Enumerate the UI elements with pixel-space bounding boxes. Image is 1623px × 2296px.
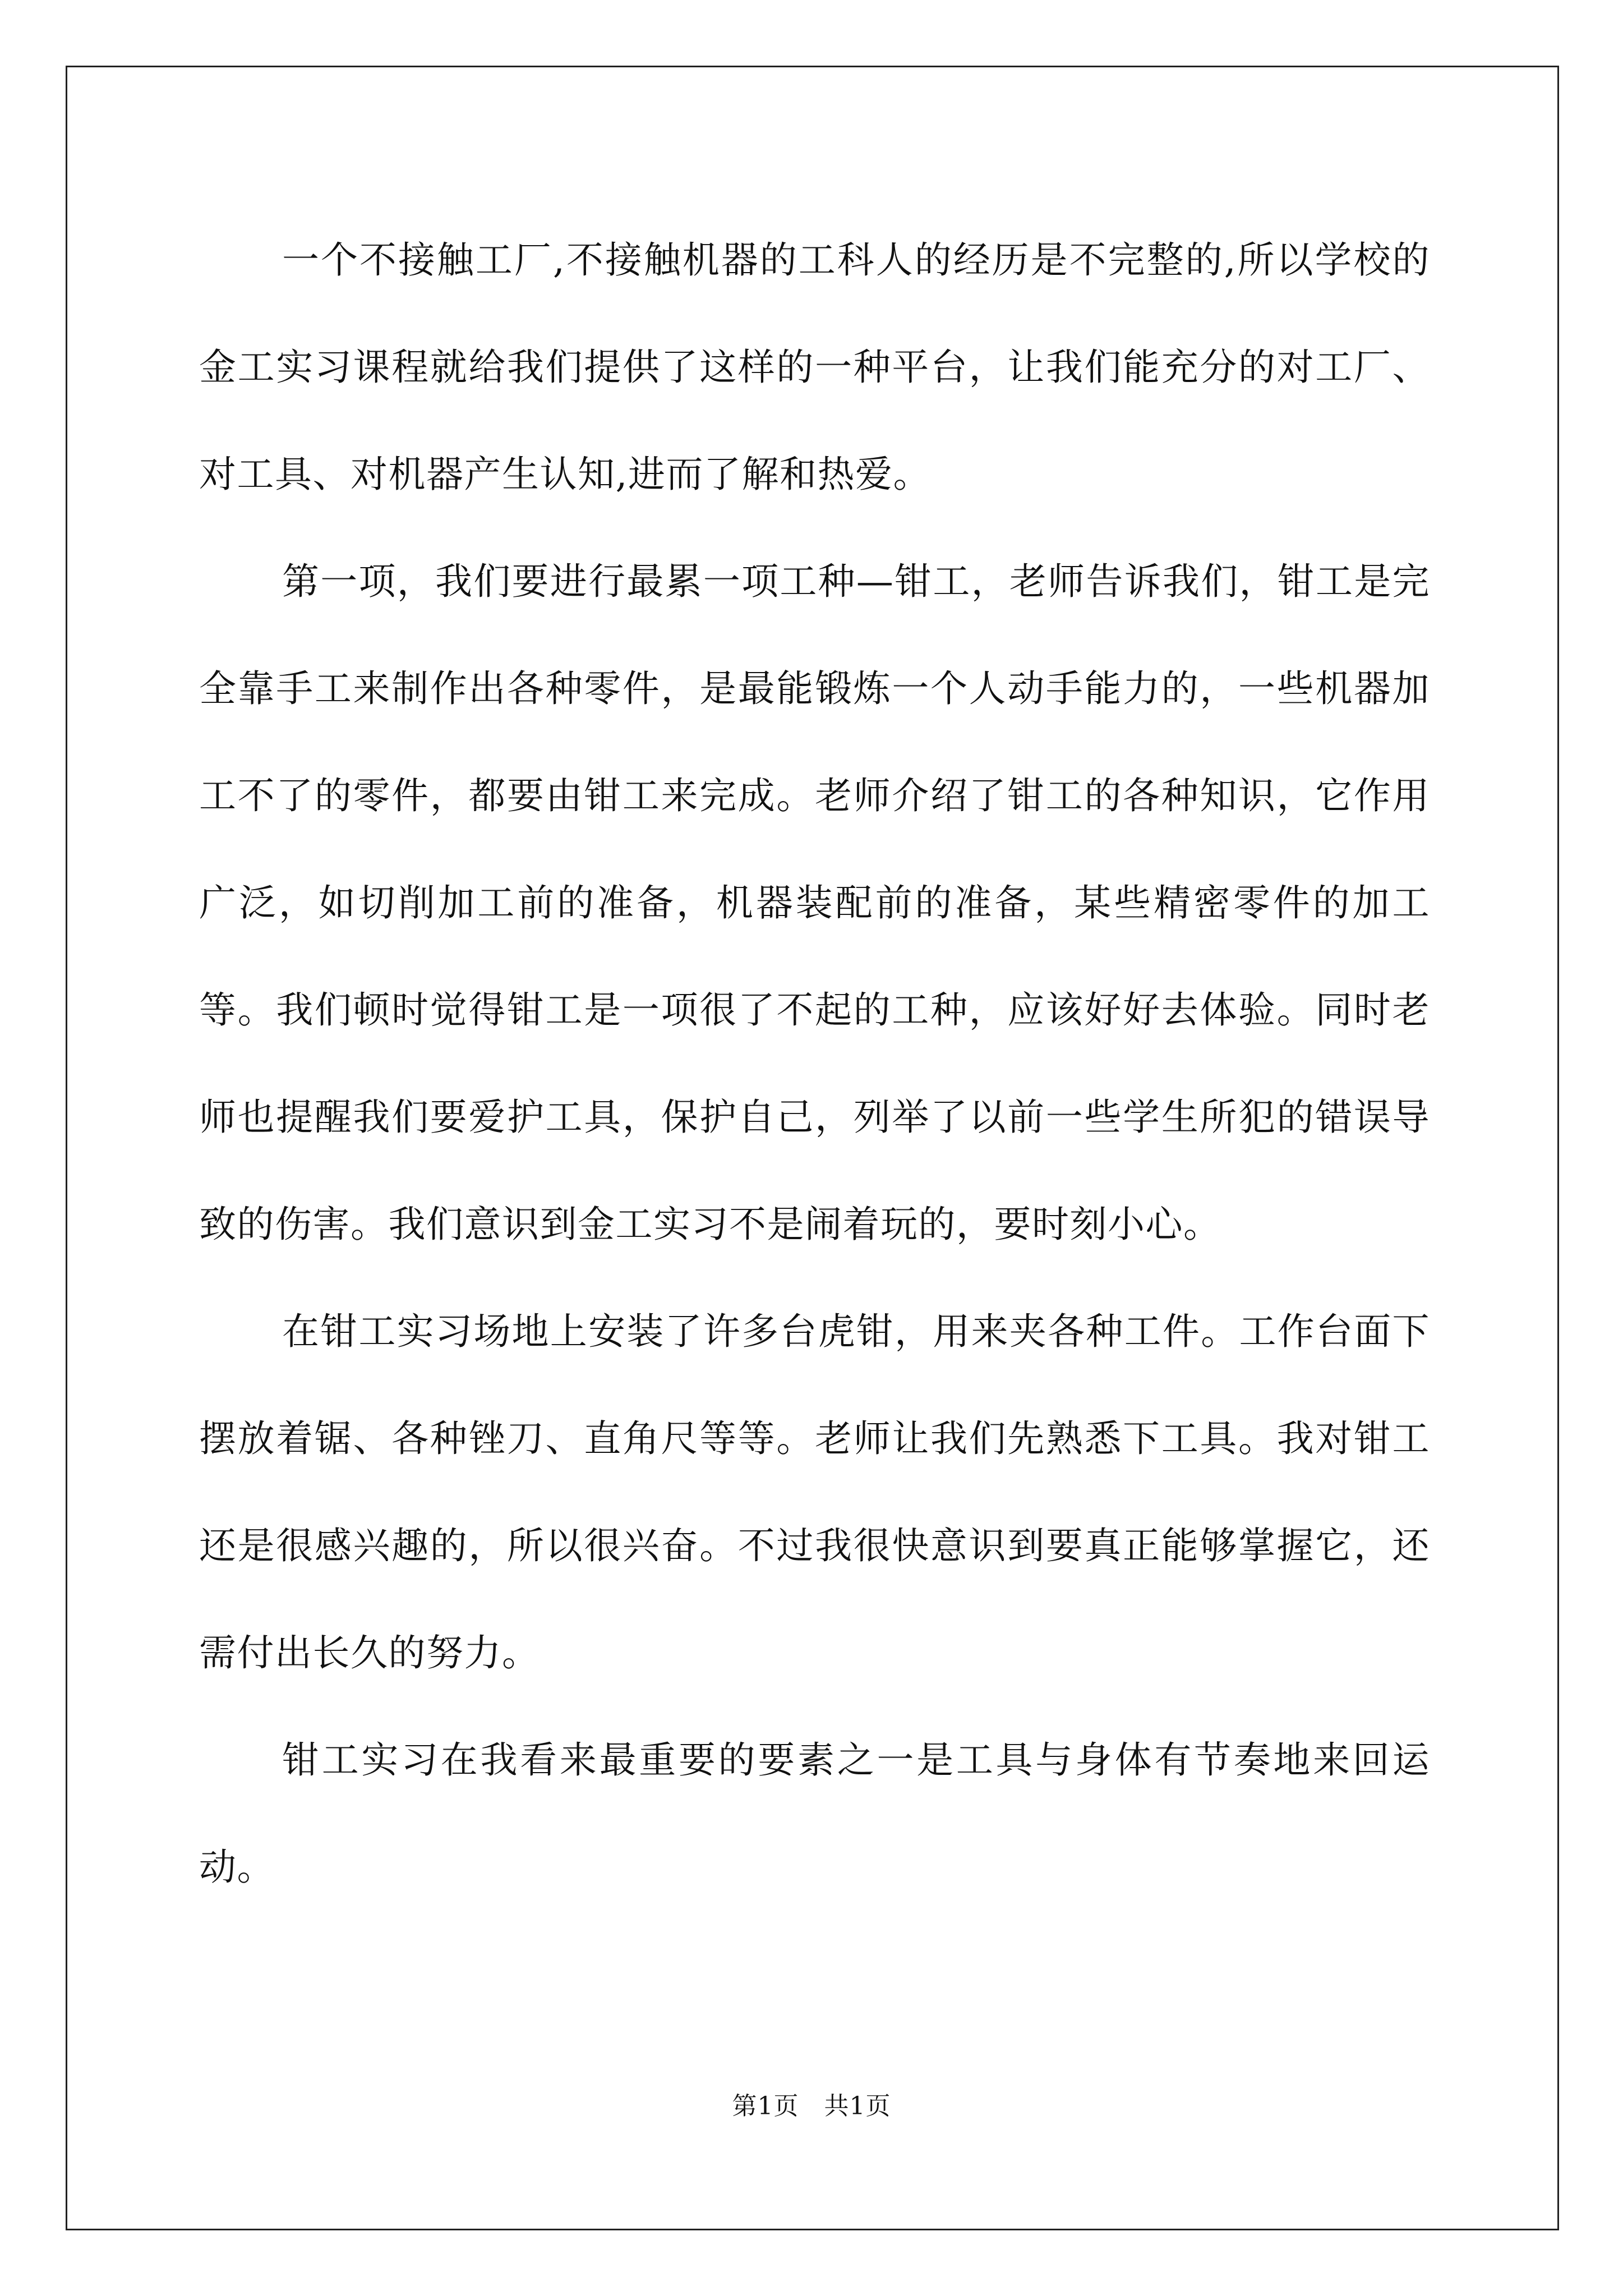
paragraph-2: 第一项，我们要进行最累一项工种—钳工，老师告诉我们，钳工是完全靠手工来制作出各种零件，是最能锻炼一个人动手能力的，一些机器加工不了的零件，都要由钳工来完成。老师介绍了钳工的各种知识，它作用广泛，如切削加工前的准备，机器装配前的准备，某些精密零件的加工等。我们顿时觉得钳工是一项很了不起的工种，应该好好去体验。同时老师也提醒我们要爱护工具，保护自己，列举了以前一些学生所犯的错误导致的伤害。我们意识到金工实习不是闹着玩的，要时刻小心。 bbox=[199, 560, 1430, 1246]
document-body bbox=[199, 206, 1430, 1921]
paragraph-1: 一个不接触工厂,不接触机器的工科人的经历是不完整的,所以学校的金工实习课程就给我们提供了这样的一种平台，让我们能充分的对工厂、对工具、对机器产生认知,进而了解和热爱。 bbox=[199, 238, 1430, 496]
page-number-footer: 第1页 共1页 bbox=[732, 2092, 891, 2120]
paragraph-3: 在钳工实习场地上安装了许多台虎钳，用来夹各种工件。工作台面下摆放着锯、各种锉刀、直角尺等等。老师让我们先熟悉下工具。我对钳工还是很感兴趣的，所以很兴奋。不过我很快意识到要真正能够掌握它，还需付出长久的努力。 bbox=[199, 1310, 1430, 1674]
paragraph-4: 钳工实习在我看来最重要的要素之一是工具与身体有节奏地来回运动。 bbox=[199, 1738, 1430, 1889]
